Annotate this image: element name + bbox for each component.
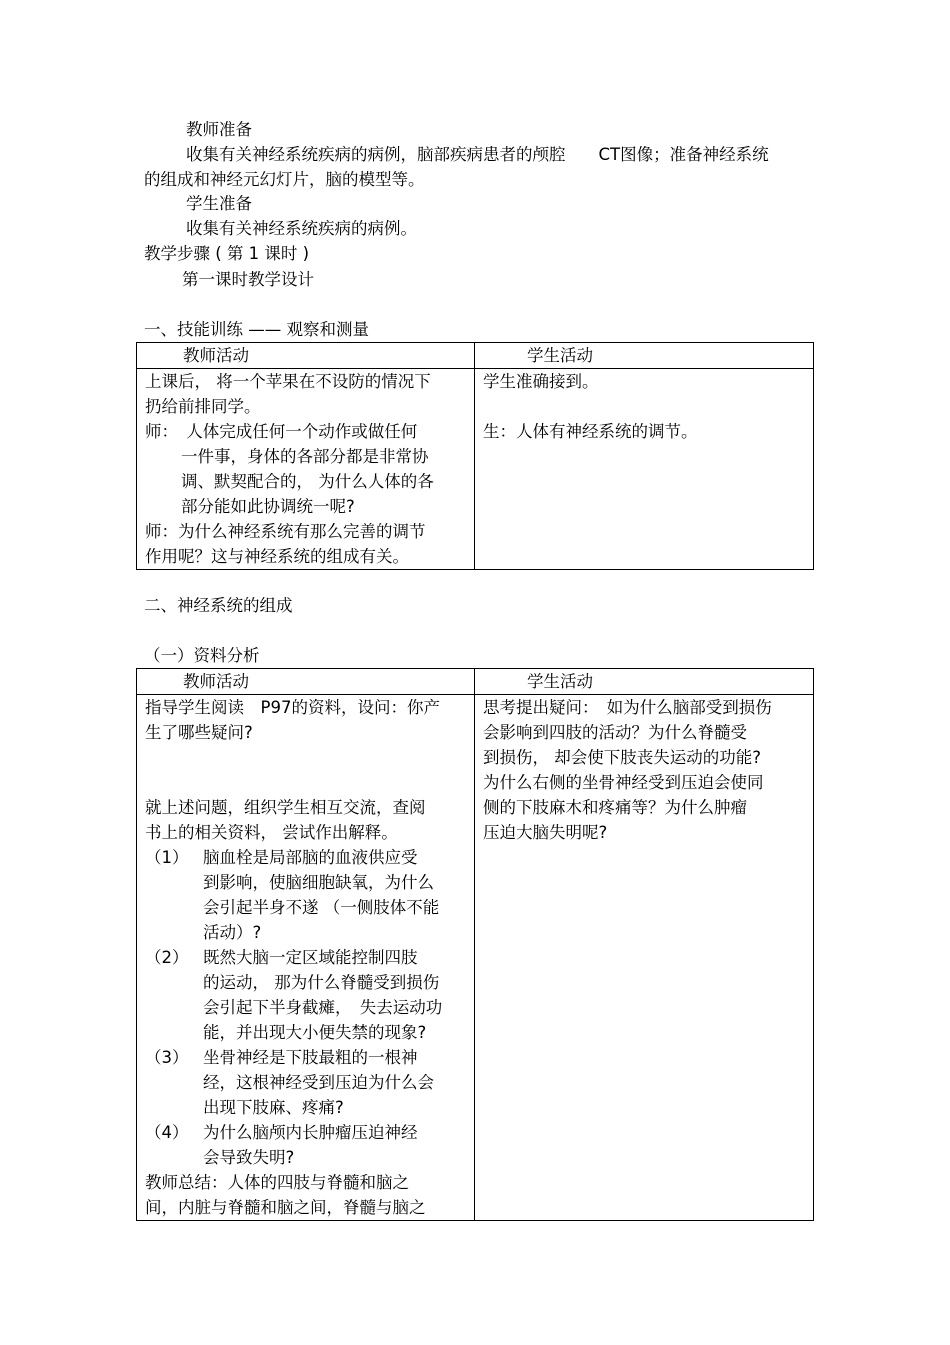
- teacher-prep-text-line1: 收集有关神经系统疾病的病例，脑部疾病患者的颅腔 CT图像；准备神经系统: [186, 145, 769, 164]
- student-activity-cell: 思考提出疑问： 如为什么脑部受到损伤 会影响到四肢的活动？为什么脊髓受 到损伤， 却会使下肢丧失运动的功能? 为什么右侧的坐骨神经受到压迫会使同 侧的下肢麻木和疼痛等？为什么肿瘤 压迫大脑失明呢?: [475, 695, 814, 1221]
- section2-heading: 二、神经系统的组成: [144, 596, 293, 615]
- teacher-prep-text-line2: 的组成和神经元幻灯片，脑的模型等。: [144, 170, 425, 189]
- question-item: （1） 脑血栓是局部脑的血液供应受: [145, 848, 418, 867]
- teaching-steps: 教学步骤 ( 第 1 课时 ): [144, 244, 310, 263]
- question-item: （2） 既然大脑一定区域能控制四肢: [145, 948, 418, 967]
- section2-table: [136, 668, 814, 1221]
- section1-heading: 一、技能训练 —— 观察和测量: [144, 320, 369, 339]
- question-item: （4） 为什么脑颅内长肿瘤压迫神经: [145, 1123, 418, 1142]
- question-item: （3） 坐骨神经是下肢最粗的一根神: [145, 1048, 418, 1067]
- col-student-header: 学生活动: [475, 669, 814, 695]
- col-teacher-header: 教师活动: [137, 669, 475, 695]
- student-activity-cell: 学生准确接到。 生：人体有神经系统的调节。: [475, 369, 814, 570]
- student-prep-text: 收集有关神经系统疾病的病例。: [186, 219, 417, 238]
- section1-table: [136, 342, 814, 570]
- section2-subheading: （一）资料分析: [144, 646, 260, 665]
- teacher-activity-cell: 指导学生阅读 P97的资料，设问：你产 生了哪些疑问? 就上述问题，组织学生相互交流，查阅 书上的相关资料， 尝试作出解释。 （1） 脑血栓是局部脑的血液供应受 到影响，使脑细胞缺氧，为什么 会引起半身不遂 （一侧肢体不能 活动）? （2） 既然大脑一定区域能控制四肢 的运动， 那为什么脊髓受到损伤 会引起下半身截瘫， 失去运动功 能，并出现大小便失禁的现象? （3） 坐骨神经是下肢最粗的一根神 经，这根神经受到压迫为什么会 出现下肢麻、疼痛? （4） 为什么脑颅内长肿瘤压迫神经 会导致失明? 教师总结：人体的四肢与脊髓和脑之 间，内脏与脊髓和脑之间，脊髓与脑之: [137, 695, 475, 1221]
- col-student-header: 学生活动: [475, 343, 814, 369]
- teacher-prep-title: 教师准备: [186, 120, 252, 139]
- col-teacher-header: 教师活动: [137, 343, 475, 369]
- student-prep-title: 学生准备: [186, 194, 252, 213]
- teacher-activity-cell: 上课后， 将一个苹果在不设防的情况下 扔给前排同学。 师： 人体完成任何一个动作或做任何 一件事，身体的各部分都是非常协 调、默契配合的， 为什么人体的各 部分能如此协调统一呢? 师：为什么神经系统有那么完善的调节 作用呢？这与神经系统的组成有关。: [137, 369, 475, 570]
- lesson-design-title: 第一课时教学设计: [182, 270, 314, 289]
